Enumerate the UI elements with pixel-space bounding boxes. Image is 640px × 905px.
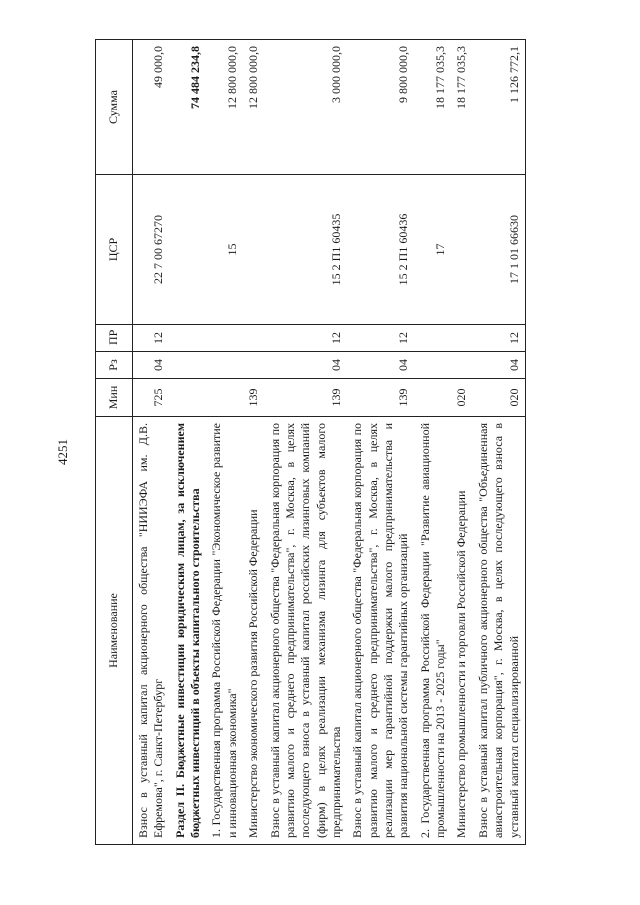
cell-csr: 17 [415,175,452,325]
page-number: 4251 [55,439,70,465]
table-row [206,40,243,845]
header-csr: ЦСР [96,175,133,325]
cell-name: Взнос в уставный капитал акционерного общества "НИИЭФА им. Д.В. Ефремова", г. Санкт-Петербург [133,417,170,845]
cell-name: Министерство экономического развития Российской Федерации [243,417,264,845]
cell-csr [243,175,264,325]
table-row [473,40,526,845]
cell-sum: 3 000 000,0 [265,40,348,175]
cell-sum: 12 800 000,0 [206,40,243,175]
cell-csr: 22 7 00 67270 [133,175,170,325]
header-min: Мин [96,379,133,417]
cell-csr [170,175,207,325]
cell-min: 139 [243,379,264,417]
rotated-table-wrapper [95,40,625,845]
cell-name: Взнос в уставный капитал публичного акционерного общества "Объединенная авиастроительная корпорация", г. Москва, в целях последующего взноса в уставный капитал специализированной [473,417,526,845]
cell-min: 139 [265,379,348,417]
table-row-section [170,40,207,845]
cell-name: Министерство промышленности и торговли Российской Федерации [451,417,472,845]
cell-sum: 49 000,0 [133,40,170,175]
cell-csr: 15 2 П1 60436 [347,175,414,325]
cell-pr [243,325,264,352]
cell-pr [451,325,472,352]
cell-csr: 15 2 П1 60435 [265,175,348,325]
cell-name: Взнос в уставный капитал акционерного общества "Федеральная корпорация по развитию малого и среднего предпринимательства", г. Москва, в целях последующего взноса в уставный капитал российских лизинговых компаний (фирм) в целях реализации механизма лизинга для субъектов малого предпринимательства [265,417,348,845]
cell-sum: 74 484 234,8 [170,40,207,175]
header-name: Наименование [96,417,133,845]
cell-rz [206,352,243,379]
cell-rz [451,352,472,379]
table-row [347,40,414,845]
cell-min: 139 [347,379,414,417]
cell-pr: 12 [347,325,414,352]
cell-csr: 15 [206,175,243,325]
cell-sum: 1 126 772,1 [473,40,526,175]
table-row [451,40,472,845]
cell-min [206,379,243,417]
cell-pr: 12 [133,325,170,352]
cell-name: Раздел II. Бюджетные инвестиции юридическим лицам, за исключением бюджетных инвестиций в объекты капитального строительства [170,417,207,845]
cell-min: 020 [451,379,472,417]
cell-rz: 04 [133,352,170,379]
table-row [133,40,170,845]
cell-pr [170,325,207,352]
table-row [265,40,348,845]
budget-table [95,39,526,845]
cell-pr: 12 [265,325,348,352]
cell-rz [170,352,207,379]
cell-rz [243,352,264,379]
cell-rz: 04 [265,352,348,379]
cell-csr: 17 1 01 66630 [473,175,526,325]
header-pr: ПР [96,325,133,352]
cell-sum: 18 177 035,3 [451,40,472,175]
table-header-row [96,40,133,845]
header-sum: Сумма [96,40,133,175]
table-row [415,40,452,845]
cell-sum: 12 800 000,0 [243,40,264,175]
cell-pr [415,325,452,352]
cell-sum: 18 177 035,3 [415,40,452,175]
cell-rz: 04 [347,352,414,379]
cell-sum: 9 800 000,0 [347,40,414,175]
cell-pr: 12 [473,325,526,352]
cell-name: 1. Государственная программа Российской Федерации "Экономическое развитие и инновационная экономика" [206,417,243,845]
cell-rz [415,352,452,379]
cell-name: Взнос в уставный капитал акционерного общества "Федеральная корпорация по развитию малого и среднего предпринимательства", г. Москва, в целях реализации мер гарантийной поддержки малого предпринимательства и развития национальной системы гарантийных организаций [347,417,414,845]
cell-rz: 04 [473,352,526,379]
cell-pr [206,325,243,352]
header-rz: Рз [96,352,133,379]
cell-min: 020 [473,379,526,417]
cell-min [415,379,452,417]
cell-min [170,379,207,417]
cell-csr [451,175,472,325]
table-row [243,40,264,845]
cell-name: 2. Государственная программа Российской Федерации "Развитие авиационной промышленности на 2013 - 2025 годы" [415,417,452,845]
cell-min: 725 [133,379,170,417]
